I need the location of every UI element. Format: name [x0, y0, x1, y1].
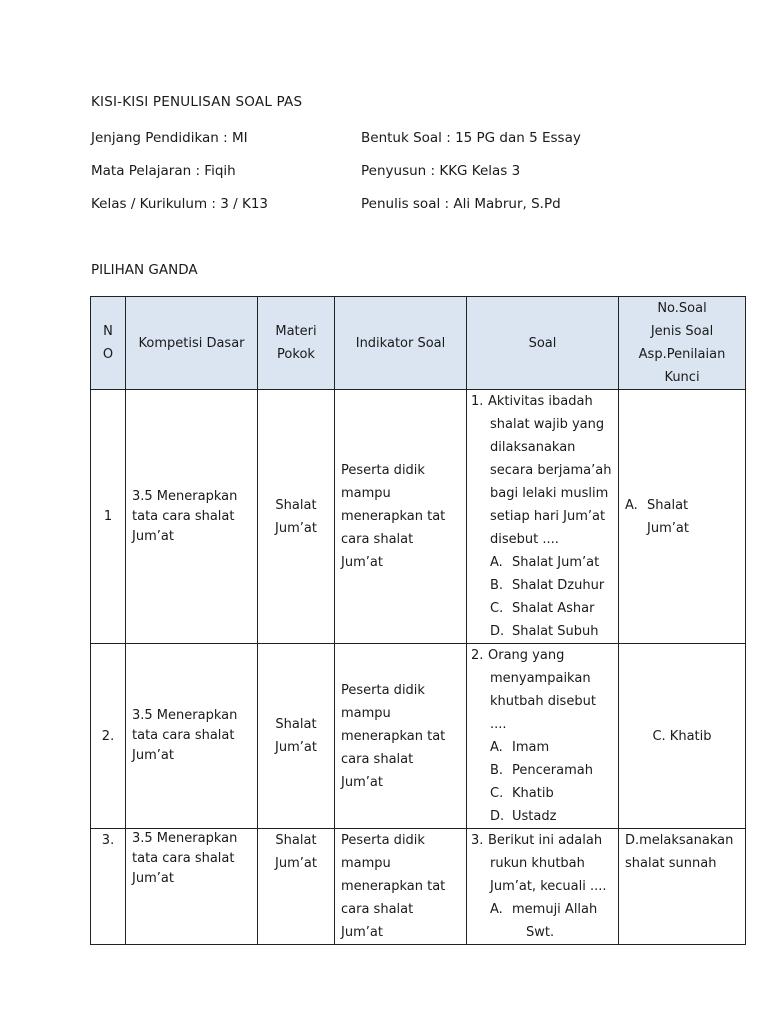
document-title: KISI-KISI PENULISAN SOAL PAS [91, 94, 303, 110]
header-no-line: O [102, 347, 114, 362]
option-text: memuji Allah [512, 902, 598, 917]
kompetisi-dasar-cell [126, 829, 258, 945]
question-number: 2. [471, 648, 484, 663]
indikator-cell [335, 644, 467, 829]
indikator-cell [335, 829, 467, 945]
question-line: disebut .... [490, 532, 559, 547]
kd-line: 3.5 Menerapkan [132, 831, 238, 846]
answer-option [471, 736, 616, 759]
option-text: Ustadz [512, 809, 557, 824]
kd-line: 3.5 Menerapkan [132, 708, 238, 723]
header-materi-line: Materi [275, 324, 317, 339]
info-penyusun: Penyusun : KKG Kelas 3 [361, 163, 521, 179]
info-bentuk-soal: Bentuk Soal : 15 PG dan 5 Essay [361, 130, 581, 146]
info-kelas-kurikulum: Kelas / Kurikulum : 3 / K13 [91, 196, 269, 212]
option-text: Imam [512, 740, 550, 755]
table-row [91, 390, 746, 644]
indikator-line: cara shalat [341, 532, 414, 547]
info-jenjang: Jenjang Pendidikan : MI [91, 130, 248, 146]
row-number: 3. [91, 829, 126, 945]
materi-line: Shalat [275, 833, 317, 848]
kunci-letter: A. [625, 497, 638, 513]
question-line: bagi lelaki muslim [490, 486, 609, 501]
option-letter: D. [490, 809, 505, 824]
materi-pokok-cell [258, 644, 335, 829]
kunci-line: shalat sunnah [625, 856, 717, 871]
soal-cell [467, 644, 619, 829]
indikator-line: menerapkan tat [341, 728, 446, 744]
option-letter-spacer [490, 921, 512, 944]
option-letter: C. [490, 786, 504, 801]
option-letter: C. [490, 601, 504, 616]
kunci-line: Jum’at [647, 520, 689, 536]
indikator-line: Peserta didik [341, 833, 425, 848]
answer-option [471, 574, 616, 597]
kd-line: Jum’at [132, 528, 174, 544]
question-first-line [471, 644, 616, 667]
header-kompetisi-dasar: Kompetisi Dasar [126, 297, 258, 390]
kunci-first-line [625, 494, 739, 517]
kunci-line: Shalat [647, 497, 689, 513]
option-letter: B. [490, 578, 504, 593]
question-number: 1. [471, 394, 484, 409]
indikator-line: Peserta didik [341, 682, 425, 698]
answer-option [471, 551, 616, 574]
info-penulis-soal: Penulis soal : Ali Mabrur, S.Pd [361, 196, 561, 212]
row-number: 1 [91, 390, 126, 644]
kd-line: Jum’at [132, 748, 174, 763]
option-letter: A. [490, 902, 503, 917]
materi-pokok-cell [258, 829, 335, 945]
option-text: Shalat Ashar [512, 601, 595, 616]
header-soal: Soal [467, 297, 619, 390]
kompetisi-dasar-cell [126, 644, 258, 829]
indikator-line: Peserta didik [341, 463, 425, 478]
indikator-line: mampu [341, 705, 391, 721]
option-text: Shalat Jum’at [512, 555, 600, 570]
option-letter: B. [490, 763, 504, 778]
indikator-line: mampu [341, 856, 391, 871]
indikator-line: cara shalat [341, 902, 414, 917]
header-kunci-line: No.Soal [657, 301, 707, 316]
materi-line: Shalat [275, 497, 317, 513]
option-text: Penceramah [512, 763, 593, 778]
table-row [91, 644, 746, 829]
question-line: menyampaikan [490, 671, 591, 686]
materi-line: Jum’at [275, 856, 317, 871]
indikator-line: Jum’at [341, 774, 383, 790]
kompetisi-dasar-cell [126, 390, 258, 644]
option-letter: A. [490, 555, 503, 570]
materi-line: Jum’at [275, 740, 317, 755]
question-line: shalat wajib yang [490, 417, 605, 432]
question-number: 3. [471, 833, 484, 848]
answer-option [471, 782, 616, 805]
section-heading: PILIHAN GANDA [91, 262, 198, 278]
row-number: 2. [91, 644, 126, 829]
question-line: secara berjama’ah [490, 463, 612, 478]
info-mata-pelajaran: Mata Pelajaran : Fiqih [91, 163, 236, 179]
table-row [91, 829, 746, 945]
table-header-row [91, 297, 746, 390]
kd-line: 3.5 Menerapkan [132, 488, 238, 504]
header-materi-pokok [258, 297, 335, 390]
option-text: Khatib [512, 786, 554, 801]
option-text: Shalat Dzuhur [512, 578, 605, 593]
materi-line: Jum’at [275, 520, 317, 536]
kisi-kisi-table [90, 296, 746, 945]
question-line: Jum’at, kecuali .... [490, 879, 607, 894]
question-first-line [471, 390, 616, 413]
indikator-line: mampu [341, 486, 391, 501]
header-kunci [619, 297, 746, 390]
question-line: Orang yang [488, 648, 565, 663]
indikator-cell [335, 390, 467, 644]
header-materi-line: Pokok [277, 347, 315, 362]
kunci-line: D.melaksanakan [625, 833, 734, 848]
materi-line: Shalat [275, 717, 317, 732]
kunci-cell: C. Khatib [619, 644, 746, 829]
indikator-line: Jum’at [341, 555, 383, 570]
header-kunci-line: Kunci [664, 370, 700, 385]
materi-pokok-cell [258, 390, 335, 644]
header-indikator-soal: Indikator Soal [335, 297, 467, 390]
answer-option-continuation [471, 921, 616, 944]
option-text: Shalat Subuh [512, 624, 599, 639]
question-line: Berikut ini adalah [488, 833, 603, 848]
soal-cell [467, 829, 619, 945]
answer-option [471, 759, 616, 782]
indikator-line: menerapkan tat [341, 879, 446, 894]
question-first-line [471, 829, 616, 852]
question-line: khutbah disebut .... [490, 694, 596, 732]
question-line: dilaksanakan [490, 440, 576, 455]
answer-option [471, 898, 616, 921]
header-no [91, 297, 126, 390]
indikator-line: menerapkan tat [341, 509, 446, 524]
answer-option [471, 597, 616, 620]
kd-line: Jum’at [132, 871, 174, 886]
option-letter: A. [490, 740, 503, 755]
kd-line: tata cara shalat [132, 728, 235, 743]
kd-line: tata cara shalat [132, 508, 235, 524]
soal-cell [467, 390, 619, 644]
header-kunci-line: Jenis Soal [650, 324, 714, 339]
option-letter: D. [490, 624, 505, 639]
indikator-line: Jum’at [341, 925, 383, 940]
question-line: rukun khutbah [490, 856, 585, 871]
answer-option [471, 620, 616, 643]
answer-option [471, 805, 616, 828]
header-no-line: N [103, 324, 113, 339]
question-line: setiap hari Jum’at [490, 509, 606, 524]
header-kunci-line: Asp.Penilaian [638, 347, 726, 362]
kunci-cell [619, 829, 746, 945]
indikator-line: cara shalat [341, 751, 414, 767]
question-line: Aktivitas ibadah [488, 394, 593, 409]
kunci-cell [619, 390, 746, 644]
option-text: Swt. [526, 925, 555, 940]
kd-line: tata cara shalat [132, 851, 235, 866]
